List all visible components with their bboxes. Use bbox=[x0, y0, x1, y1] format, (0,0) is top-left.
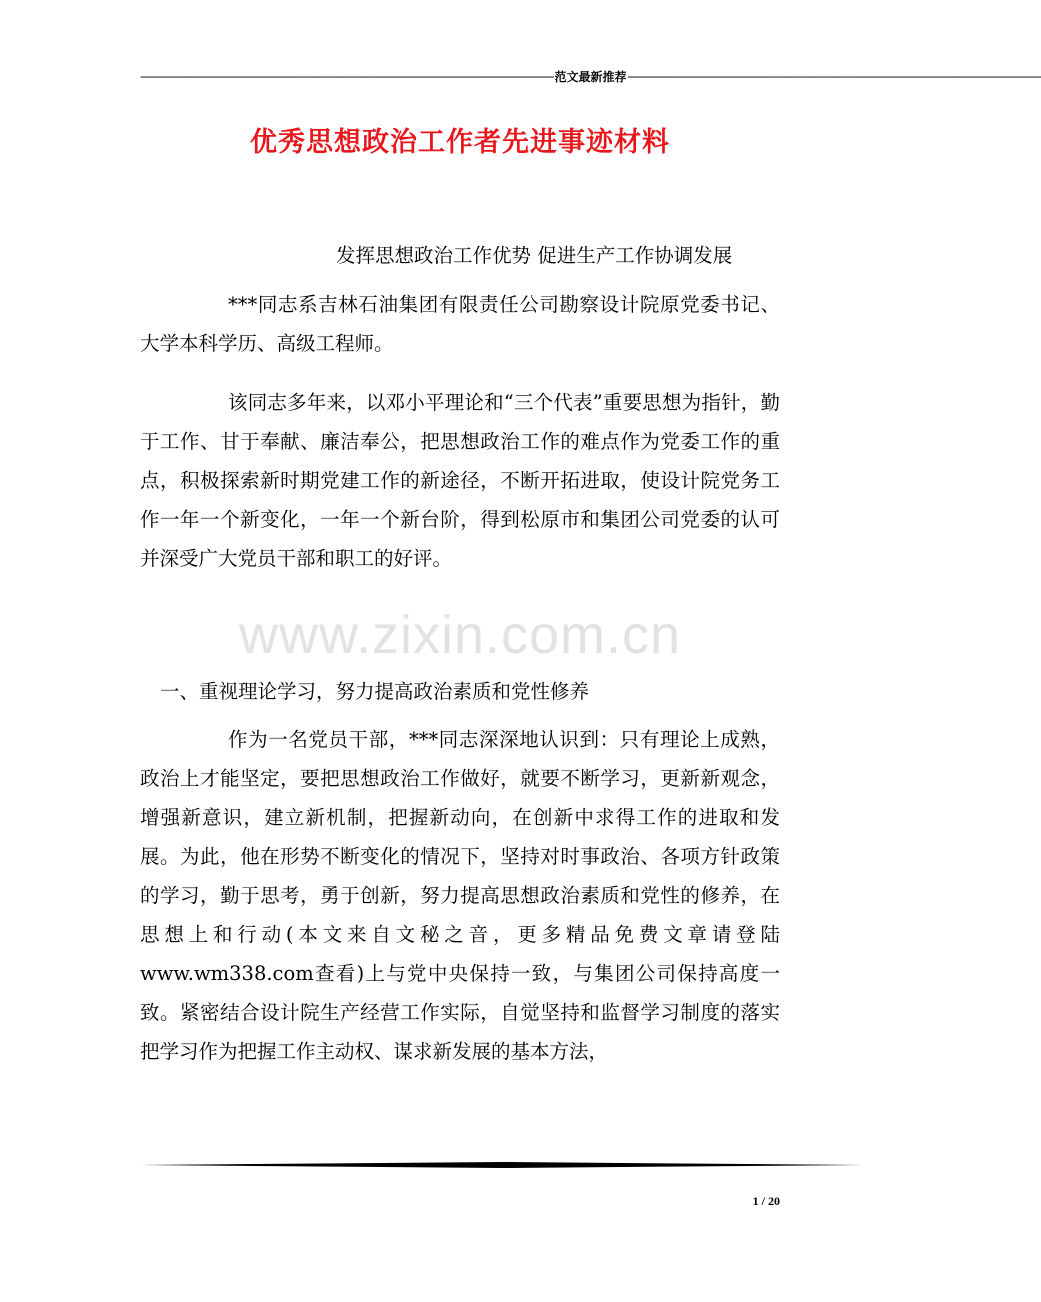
header-label: 范文最新推荐 bbox=[554, 69, 627, 84]
document-title: 优秀思想政治工作者先进事迹材料 bbox=[250, 127, 670, 158]
section-1-heading: 一、重视理论学习，努力提高政治素质和党性修养 bbox=[160, 680, 590, 703]
paragraph-3: 作为一名党员干部，***同志深深地认识到：只有理论上成熟，政治上才能坚定，要把思想政治工作做好，就要不断学习，更新新观念，增强新意识，建立新机制，把握新动向，在创新中求得工作的进取和发展。为此，他在形势不断变化的情况下，坚持对时事政治、各项方针政策的学习，勤于思考，勇于创新，努力提高思想政治素质和党性的修养，在思想上和行动(本文来自文秘之音，更多精品免费文章请登陆www.wm338.com查看)上与党中央保持一致，与集团公司保持高度一致。紧密结合设计院生产经营工作实际，自觉坚持和监督学习制度的落实把学习作为把握工作主动权、谋求新发展的基本方法， bbox=[140, 728, 780, 1063]
page-header bbox=[140, 68, 1041, 84]
header-dashes-left: ------------------------------------------------------------------------------------------------------------------------------------------ bbox=[140, 69, 554, 83]
footer-rule bbox=[140, 1161, 864, 1169]
watermark: www.zixin.com.cn bbox=[238, 605, 682, 665]
header-dashes-right: ------------------------------------------------------------------------------------------------------------------------------------------ bbox=[627, 69, 1041, 83]
paragraph-1: ***同志系吉林石油集团有限责任公司勘察设计院原党委书记、大学本科学历、高级工程师。 bbox=[140, 293, 780, 355]
paragraph-2: 该同志多年来，以邓小平理论和“三个代表”重要思想为指针，勤于工作、甘于奉献、廉洁奉公，把思想政治工作的难点作为党委工作的重点，积极探索新时期党建工作的新途径，不断开拓进取，使设计院党务工作一年一个新变化，一年一个新台阶，得到松原市和集团公司党委的认可并深受广大党员干部和职工的好评。 bbox=[140, 391, 780, 570]
document-subtitle: 发挥思想政治工作优势 促进生产工作协调发展 bbox=[336, 244, 733, 267]
page-number: 1 / 20 bbox=[752, 1194, 780, 1208]
